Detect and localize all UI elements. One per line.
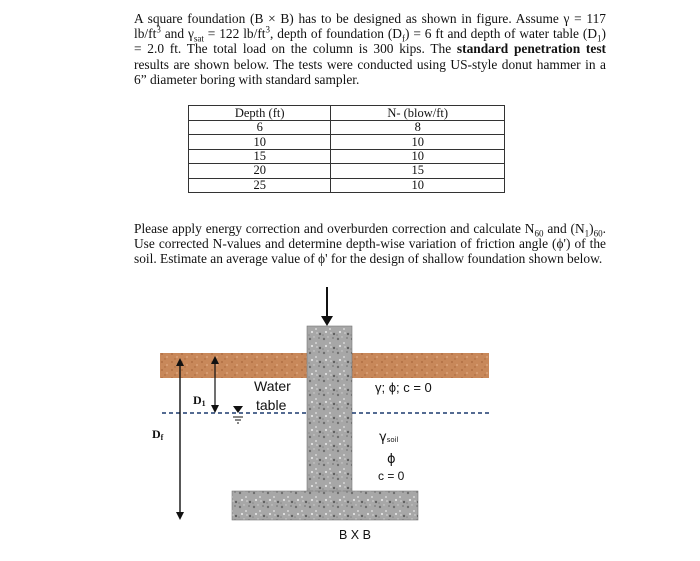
depth-cell: 15 [189, 149, 331, 163]
gamma-soil-label: γsoil [379, 430, 399, 445]
depth-header: Depth (ft) [189, 106, 331, 121]
d1-arrow-bottom-icon [211, 405, 219, 413]
problem-statement: A square foundation (B × B) has to be designed as shown in figure. Assume γ = 117 $lb/ft^3$ and $\gamma_{sat} = 122$ $lb/ft^3$, depth of foundation $(D_f) = 6$ ft and depth of water table $(D_1) = 2.0$ ft. The total load on the column is 300 kips. The standard penetration test results are shown below. The tests were conducted using US-style donut hammer in a 6” diameter boring with standard sampler. [134, 11, 606, 87]
n-cell: 8 [331, 121, 505, 135]
footing [232, 491, 418, 520]
n-cell: 10 [331, 149, 505, 163]
n-cell: 10 [331, 178, 505, 192]
d1-label: D1 [193, 393, 206, 408]
depth-cell: 25 [189, 178, 331, 192]
column [307, 326, 352, 498]
n-header: N- (blow/ft) [331, 106, 505, 121]
n-cell: 15 [331, 164, 505, 178]
df-label: Df [152, 427, 164, 442]
soil-props-top: γ; ϕ; c = 0 [375, 380, 432, 395]
water-label-2: table [256, 397, 287, 413]
depth-cell: 20 [189, 164, 331, 178]
water-label-1: Water [254, 378, 291, 394]
water-table-symbol-icon [233, 406, 243, 413]
load-arrow-head [321, 316, 333, 326]
n-cell: 10 [331, 135, 505, 149]
df-arrow-bottom-icon [176, 512, 184, 520]
question-text: Please apply energy correction and overburden correction and calculate $N_{60}$ and $(N_1)_{60}$. Use corrected N-values and determine depth-wise variation of friction angle (ϕ') of the soil. Estimate an average value of ϕ' for the design of shallow foundation shown below. [134, 221, 606, 267]
footing-label: B X B [339, 528, 371, 542]
phi-label: ϕ [387, 452, 396, 467]
c-zero-label: c = 0 [378, 469, 405, 483]
depth-cell: 10 [189, 135, 331, 149]
spt-bold: standard penetration test [456, 41, 606, 57]
depth-cell: 6 [189, 121, 331, 135]
